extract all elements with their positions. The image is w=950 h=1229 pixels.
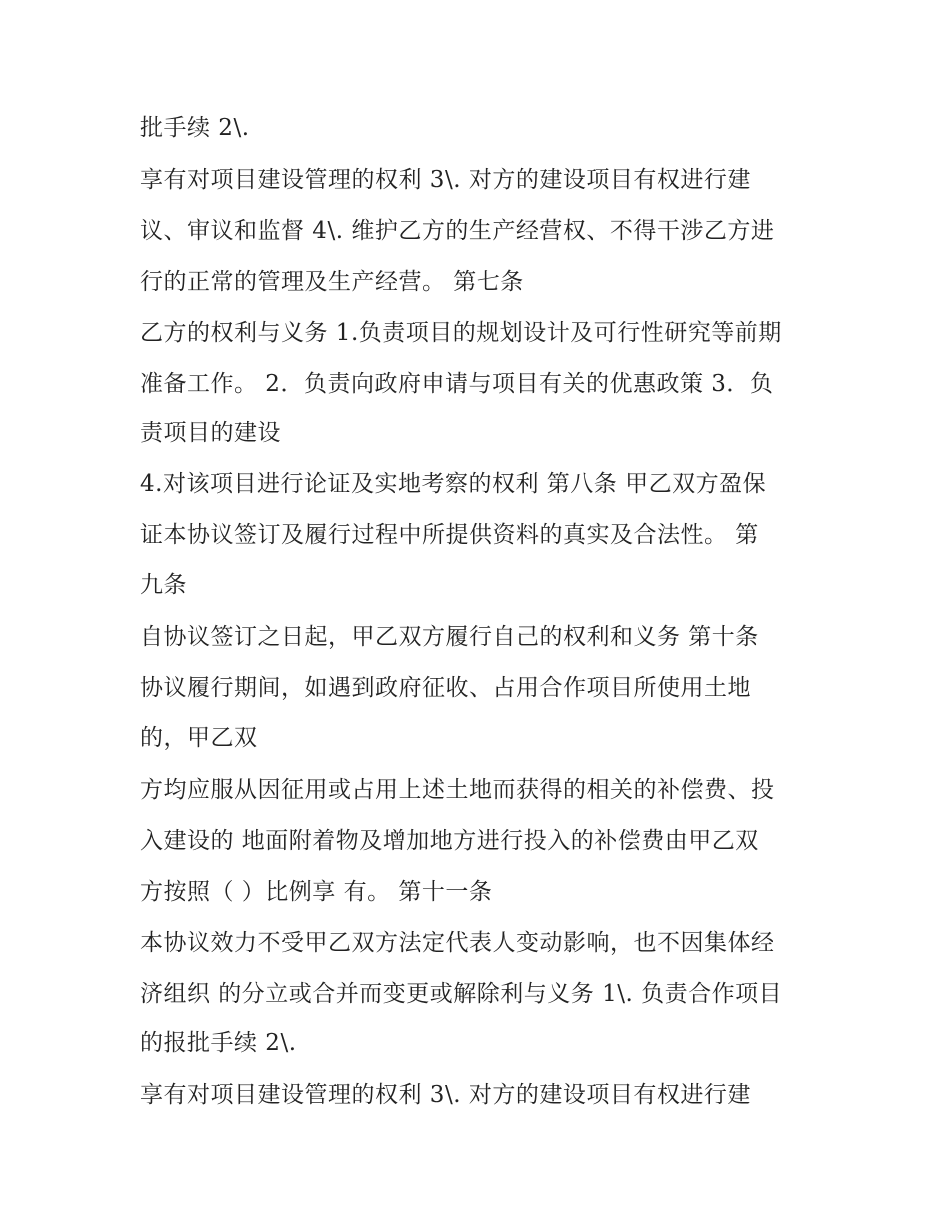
text-line: 的报批手续 2\.	[140, 1030, 297, 1056]
text-line: 批手续 2\.	[140, 115, 250, 141]
text-line: 协议履行期间，如遇到政府征收、占用合作项目所使用土地	[140, 675, 751, 701]
text-line: 入建设的 地面附着物及增加地方进行投入的补偿费由甲乙双	[140, 828, 759, 854]
text-line: 享有对项目建设管理的权利 3\. 对方的建设项目有权进行建	[140, 167, 751, 193]
text-line: 方按照（ ）比例享 有。 第十一条	[140, 879, 493, 905]
text-line: 准备工作。 2．负责向政府申请与项目有关的优惠政策 3．负	[140, 371, 774, 397]
text-line: 享有对项目建设管理的权利 3\. 对方的建设项目有权进行建	[140, 1082, 751, 1108]
text-line: 4.对该项目进行论证及实地考察的权利 第八条 甲乙双方盈保	[140, 471, 767, 497]
text-line: 乙方的权利与义务 1.负责项目的规划设计及可行性研究等前期	[140, 320, 782, 346]
text-line: 本协议效力不受甲乙双方法定代表人变动影响，也不因集体经	[140, 930, 775, 956]
text-line: 九条	[140, 572, 187, 598]
text-line: 议、审议和监督 4\. 维护乙方的生产经营权、不得干涉乙方进	[140, 218, 775, 244]
text-line: 方均应服从因征用或占用上述土地而获得的相关的补偿费、投	[140, 777, 775, 803]
text-line: 证本协议签订及履行过程中所提供资料的真实及合法性。 第	[140, 522, 759, 548]
text-line: 的，甲乙双	[140, 725, 258, 751]
text-line: 济组织 的分立或合并而变更或解除利与义务 1\. 负责合作项目	[140, 981, 783, 1007]
text-line: 自协议签订之日起，甲乙双方履行自己的权利和义务 第十条	[140, 624, 759, 650]
text-line: 行的正常的管理及生产经营。 第七条	[140, 269, 524, 295]
text-line: 责项目的建设	[140, 420, 281, 446]
